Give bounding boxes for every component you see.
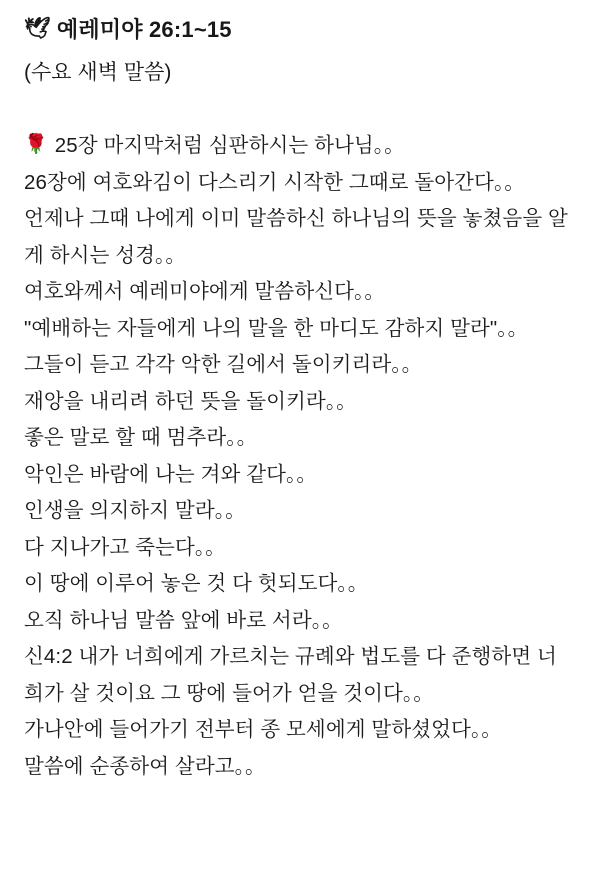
- document-body: [24, 128, 576, 785]
- paragraph: 좋은 말로 할 때 멈추라。。: [24, 426, 258, 450]
- paragraph: 가나안에 들어가기 전부터 종 모세에게 말하셨었다。。: [24, 718, 502, 742]
- paragraph: 인생을 의지하지 말라。。: [24, 499, 246, 523]
- paragraph: 말씀에 순종하여 살라고。。: [24, 754, 266, 778]
- rose-icon: 🌹: [24, 134, 48, 156]
- paragraph: "예배하는 자들에게 나의 말을 한 마디도 감하지 말라"。。: [24, 316, 529, 340]
- paragraph: 악인은 바람에 나는 겨와 같다。。: [24, 462, 317, 486]
- paragraph: 재앙을 내리려 하던 뜻을 돌이키라。。: [24, 389, 357, 413]
- paragraph: 여호와께서 예레미야에게 말씀하신다。。: [24, 280, 385, 304]
- document-title-row: [24, 14, 576, 46]
- paragraph: 오직 하나님 말씀 앞에 바로 서라。。: [24, 608, 343, 632]
- page-subtitle: (수요 새벽 말씀): [24, 60, 172, 84]
- paragraph: 신4:2 내가 너희에게 가르치는 규례와 법도를 다 준행하면 너희가 살 것이요 그 땅에 들어가 얻을 것이다。。: [24, 645, 557, 705]
- page-title: 예레미야 26:1~15: [56, 17, 232, 42]
- paragraph: 다 지나가고 죽는다。。: [24, 535, 226, 559]
- paragraph: [24, 128, 576, 164]
- paragraph: 이 땅에 이루어 놓은 것 다 헛되도다。。: [24, 572, 369, 596]
- paragraph: 언제나 그때 나에게 이미 말씀하신 하나님의 뜻을 놓쳤음을 알게 하시는 성경。。: [24, 207, 568, 267]
- paragraph: 26장에 여호와김이 다스리기 시작한 그때로 돌아간다。。: [24, 170, 525, 194]
- paragraph: 그들이 듣고 각각 악한 길에서 돌이키리라。。: [24, 353, 423, 377]
- dove-icon: 🕊: [24, 17, 51, 40]
- paragraph-text: 25장 마지막처럼 심판하시는 하나님。。: [54, 134, 405, 158]
